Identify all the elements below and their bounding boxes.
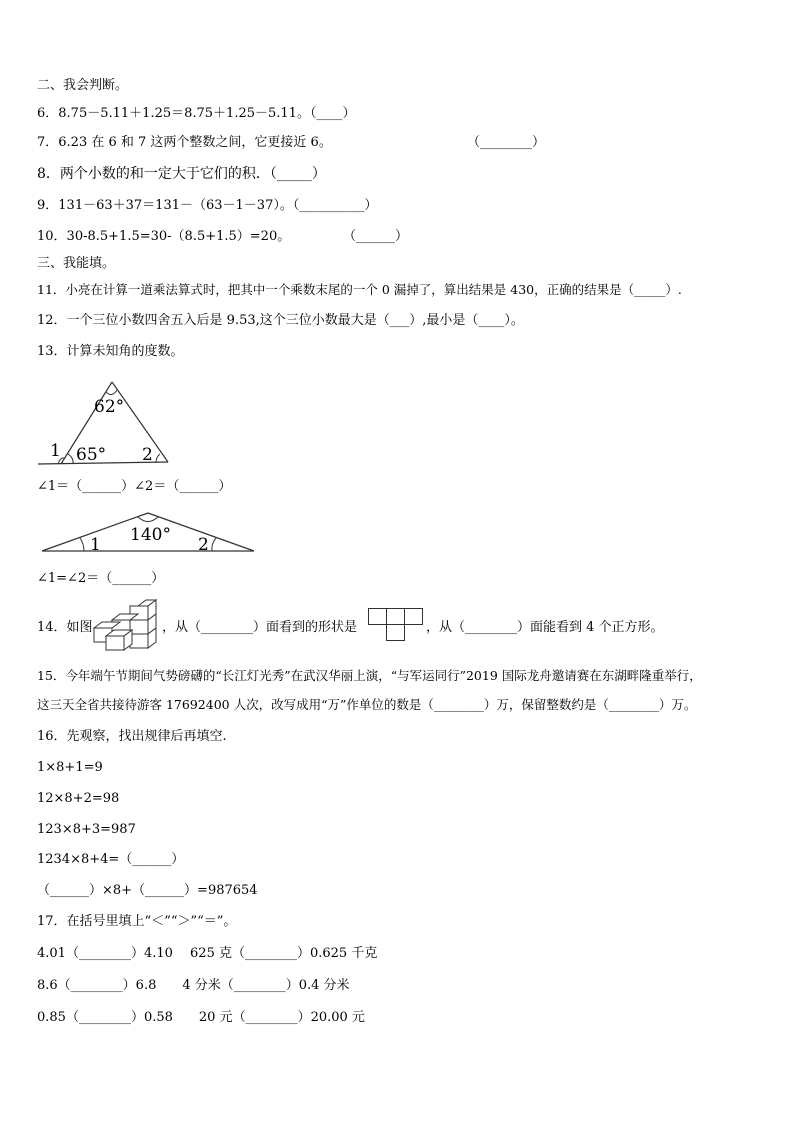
angle-label-1: 1: [90, 535, 101, 555]
question-16-seq-2: 12×8+2=98: [37, 791, 120, 806]
question-16-seq-4: 1234×8+4=（______）: [37, 852, 185, 867]
question-11: 11．小亮在计算一道乘法算式时，把其中一个乘数末尾的一个 0 漏掉了，算出结果是 430，正确的结果是（_____）.: [37, 282, 682, 297]
question-17-row-2: 8.6（________）6.8 4 分米（________）0.4 分米: [37, 978, 350, 993]
angle-label-2: 2: [142, 445, 153, 465]
question-13: 13．计算未知角的度数。: [37, 344, 184, 359]
cube-stack-figure: [94, 600, 162, 654]
question-12: 12．一个三位小数四舍五入后是 9.53,这个三位小数最大是（___）,最小是（____）。: [37, 313, 524, 328]
question-7: 7．6.23 在 6 和 7 这两个整数之间，它更接近 6。: [37, 135, 332, 150]
question-10: 10．30-8.5+1.5=30-（8.5+1.5）=20。: [37, 229, 291, 244]
question-16: 16．先观察，找出规律后再填空.: [37, 729, 227, 744]
question-17-row-1: 4.01（________）4.10 625 克（________）0.625 千克: [37, 946, 378, 961]
question-17-row-3: 0.85（________）0.58 20 元（________）20.00 元: [37, 1010, 365, 1025]
question-16-seq-3: 123×8+3=987: [37, 822, 136, 837]
question-16-seq-1: 1×8+1=9: [37, 760, 103, 775]
question-6: 6．8.75－5.11＋1.25＝8.75＋1.25－5.11。（____）: [37, 106, 356, 121]
question-10-blank: （______）: [343, 229, 409, 244]
question-14-part-a: 14．如图: [37, 620, 93, 635]
question-14-part-b: ，从（________）面看到的形状是: [162, 620, 358, 635]
angle-label-1: 1: [50, 441, 61, 461]
question-8: 8．两个小数的和一定大于它们的积．（_____）: [37, 166, 326, 182]
question-14-part-c: ，从（________）面能看到 4 个正方形。: [426, 620, 664, 635]
question-15-line-2: 这三天全省共接待游客 17692400 人次，改写成用“万”作单位的数是（________）万，保留整数约是（________）万。: [37, 697, 697, 712]
question-9: 9．131－63＋37＝131－（63－1－37）。（__________）: [37, 198, 378, 213]
question-15-line-1: 15．今年端午节期间气势磅礴的“长江灯光秀”在武汉华丽上演，“与军运同行”2019 国际龙舟邀请赛在东湖畔隆重举行，: [37, 668, 702, 683]
question-13-answer-2: ∠1=∠2＝（______）: [37, 571, 165, 586]
section-judge-title: 二、我会判断。: [37, 78, 129, 93]
question-7-blank: （________）: [467, 135, 546, 150]
section-fill-title: 三、我能填。: [37, 256, 116, 271]
triangle-figure-2: [40, 510, 260, 555]
triangle-figure-1: [36, 378, 176, 468]
angle-label-62: 62°: [94, 397, 125, 417]
question-17: 17．在括号里填上“＜”“＞”“＝”。: [37, 914, 237, 929]
question-13-answer-1: ∠1＝（______）∠2＝（______）: [37, 479, 232, 494]
angle-label-65: 65°: [76, 445, 107, 465]
angle-label-2: 2: [198, 535, 209, 555]
angle-label-140: 140°: [130, 525, 171, 545]
front-view-shape: [368, 608, 428, 644]
question-16-seq-5: （______）×8+（______）=987654: [37, 883, 258, 898]
